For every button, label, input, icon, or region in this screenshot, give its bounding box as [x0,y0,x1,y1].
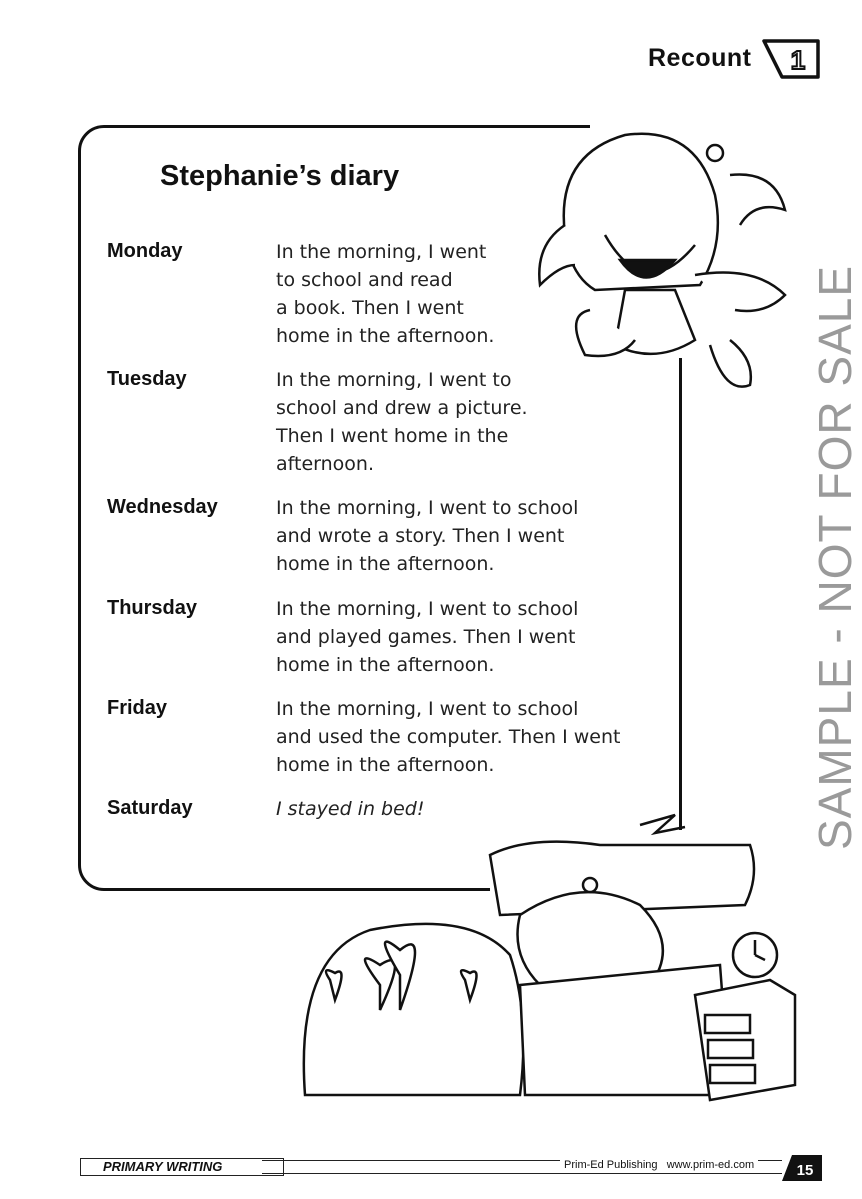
footer-series: PRIMARY WRITING [80,1158,284,1176]
watermark: SAMPLE - NOT FOR SALE [809,264,861,850]
diary-entry: In the morning, I went to school and read a book. Then I went home in the afternoon. [276,241,495,347]
section-number: 1 [790,45,806,75]
day-label: Tuesday [107,368,187,390]
section-number-badge [760,38,822,80]
page-number: 15 [796,1162,814,1179]
day-label: Wednesday [107,496,218,518]
day-label: Friday [107,697,168,719]
page-number-badge [782,1155,822,1181]
girl-sleeping-illustration [300,815,810,1105]
diary-entry: I stayed in bed! [276,798,425,820]
diary-entry: In the morning, I went to school and wrote a story. Then I went home in the afternoon. [276,497,579,575]
page-title: Stephanie’s diary [160,160,400,192]
diary-entry: In the morning, I went to school and used the computer. Then I went home in the afternoon. [276,698,621,776]
publisher-website[interactable]: www.prim-ed.com [666,1159,755,1171]
diary-entry: In the morning, I went to school and drew a picture. Then I went home in the afternoon. [276,369,528,475]
girl-walking-illustration [525,115,805,405]
diary-entry: In the morning, I went to school and played games. Then I went home in the afternoon. [276,598,579,676]
day-label: Saturday [107,797,193,819]
day-label: Monday [107,240,183,262]
footer-publisher [560,1159,758,1171]
publisher-name: Prim-Ed Publishing [564,1159,658,1171]
section-title: Recount [648,44,752,72]
day-label: Thursday [107,597,198,619]
